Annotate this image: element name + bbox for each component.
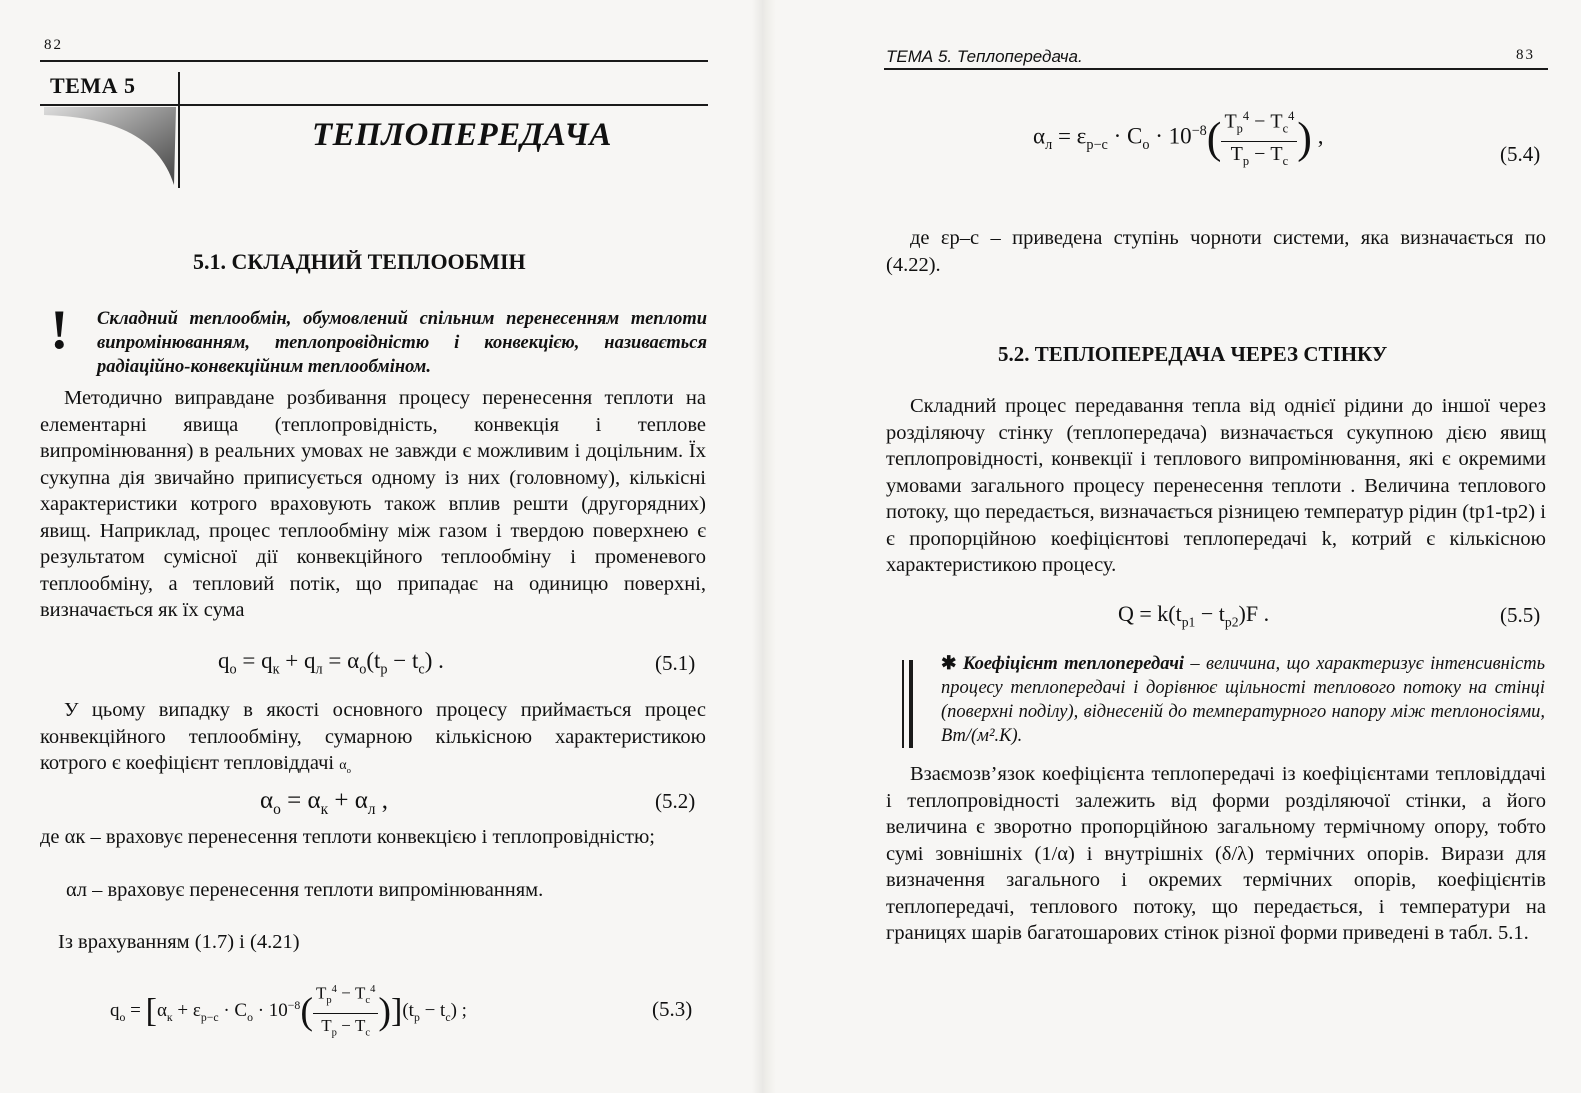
theme-wedge-graphic <box>44 107 178 187</box>
section-heading-5-2: 5.2. ТЕПЛОПЕРЕДАЧА ЧЕРЕЗ СТІНКУ <box>998 342 1388 366</box>
equation-5-5: $Q = k(t_{р1} - t_{р2})F$ . <box>1118 601 1270 630</box>
definition-block <box>941 652 1545 748</box>
book-gutter <box>752 0 776 1093</box>
exclamation-icon: ! <box>50 299 69 361</box>
paragraph-3-left: Із врахуванням (1.7) і (4.21) <box>58 931 300 953</box>
definition-bar-outer <box>902 660 904 748</box>
where-epsilon: де εр–с – приведена ступінь чорноти системи, яка визначається по (4.22). <box>886 227 1546 276</box>
top-rule-left <box>40 60 708 62</box>
theme-divider <box>178 72 180 188</box>
equation-number-5-1: (5.1) <box>655 651 696 675</box>
section-heading-5-1: 5.1. СКЛАДНИЙ ТЕПЛООБМІН <box>193 249 526 274</box>
paragraph-2-right: Взаємозв’язок коефіцієнта теплопередачі із коефіцієнтами тепловіддачі і теплопровідності залежить від форми розділяючої стінки, а його величина є зворотно пропорційною загальному термічному опору, тобто сумі зовнішніх (1/α) і внутрішніх (δ/λ) термічних опорів. Вирази для визначення загального і окремих термічних опорів, коефіцієнтів теплопередачі, теплового потоку, що передається, і температури на границях шарів багатошарових стінок різної форми приведені в табл. 5.1. <box>886 763 1546 944</box>
where-alpha-l: αл – враховує перенесення теплоти випромінюванням. <box>66 879 544 901</box>
theme-title: ТЕПЛОПЕРЕДАЧА <box>312 117 612 153</box>
definition-bar-inner <box>909 660 913 748</box>
top-rule-right <box>884 68 1548 70</box>
key-note: Складний теплообмін, обумовлений спільним перенесенням теплоти випромінюванням, теплопровідністю і конвекцією, називається радіаційно-конвекційним теплообміном. <box>97 309 707 377</box>
page-number-left: 82 <box>44 37 63 53</box>
definition-term: Коефіцієнт теплопередачі <box>962 654 1185 674</box>
theme-rule <box>40 104 708 106</box>
paragraph-1-left: Методично виправдане розбивання процесу перенесення теплоти на елементарні явища (теплопровідність, конвекція і теплове випромінювання) в реальних умовах не завжди є можливим і доцільним. Їх сукупна дія звичайно приписується одному із них (головному), кількісні характеристики котрого враховують також вплив решти (другорядних) явищ. Наприклад, процес теплообміну між газом і твердою поверхнею є результатом сумісної дії конвекційного теплообміну і променевого теплообміну, а тепловий потік, що припадає на одиницю поверхні, визначається як їх сума <box>40 387 706 621</box>
paragraph-1-right: Складний процес передавання тепла від однієї рідини до іншої через розділяючу стінку (теплопередача) визначається сукупною дією явищ теплопровідності, конвекції і теплового випромінювання, які є окремими умовами загального процесу перенесення теплоти . Величина теплового потоку, що передається, визначається різницею температур рідин (tр1-tр2) і є пропорційною коефіцієнтові теплопередачі k, котрий є кількісною характеристикою процесу. <box>886 395 1546 576</box>
paragraph-2-left: У цьому випадку в якості основного процесу приймається процес конвекційного теплообміну, сумарною кількісною характеристикою котрого є коефіцієнт тепловіддачі $\alpha_о$ <box>40 699 706 775</box>
definition-text: – величина, що характеризує інтенсивність процесу теплопередачі і дорівнює щільності теплового потоку на стінці (поверхні поділу), віднесеній до температурного напору між теплоносіями, Вт/(м².К). <box>941 654 1545 746</box>
equation-number-5-4: (5.4) <box>1500 142 1541 166</box>
theme-label: ТЕМА 5 <box>50 73 136 98</box>
equation-5-1: $q_о = q_к + q_л = \alpha_о(t_р - t_с)$ . <box>218 648 444 678</box>
equation-5-4: $\alpha_л = \varepsilon_{р-с} \cdot C_о \cdot 10^{-8}$( $\frac{T_р^4 - T_с^4}{T_р - T_с}$ ) , <box>1033 104 1323 173</box>
where-alpha-k: де αк – враховує перенесення теплоти конвекцією і теплопровідністю; <box>40 826 655 848</box>
equation-5-2: $\alpha_о = \alpha_к + \alpha_л$ , <box>260 787 389 818</box>
equation-number-5-2: (5.2) <box>655 789 696 813</box>
asterisk-icon: ✱ <box>941 654 963 674</box>
page-number-right: 83 <box>1516 47 1535 63</box>
running-header: ТЕМА 5. Теплопередача. <box>886 47 1083 66</box>
equation-number-5-5: (5.5) <box>1500 603 1541 627</box>
equation-number-5-3: (5.3) <box>652 997 693 1021</box>
equation-5-3: $q_о = [\alpha_к + \varepsilon_{р-с} \cdot C_о \cdot 10^{-8}$( $\frac{T_р^4 - T_с^4}{T_р - T_с}$ )]$(t_р - t_с)$ ; <box>110 978 467 1045</box>
